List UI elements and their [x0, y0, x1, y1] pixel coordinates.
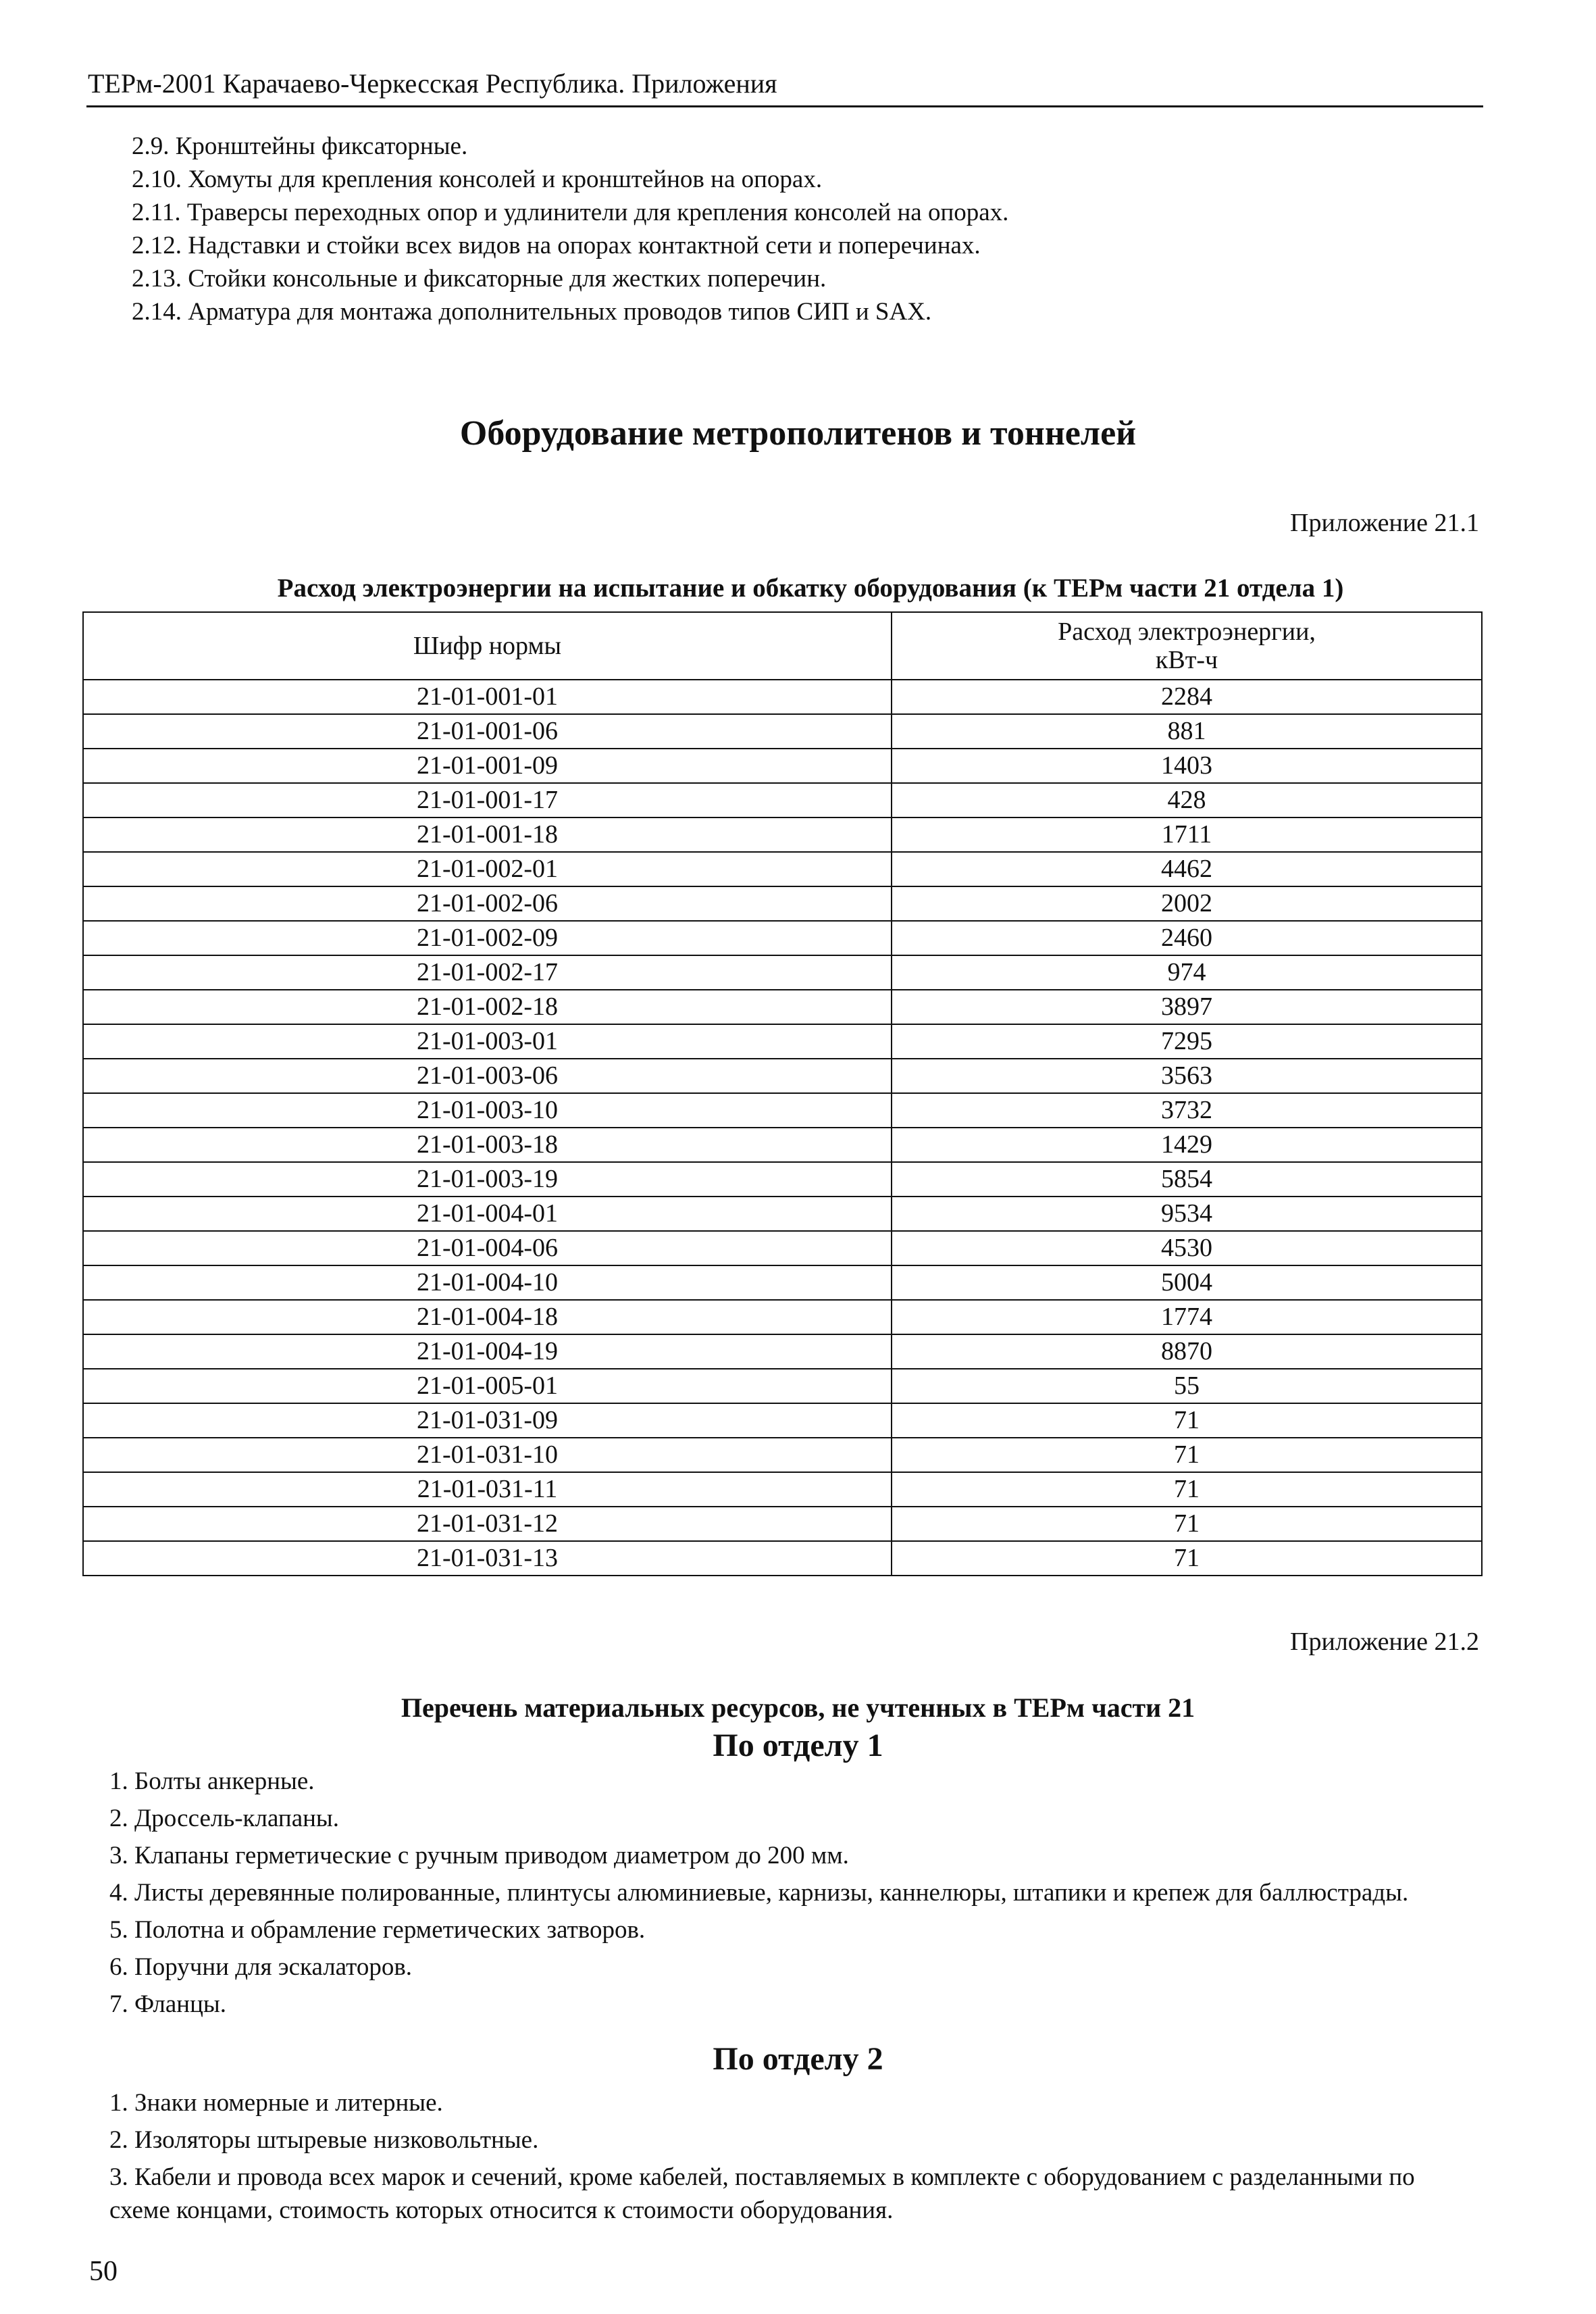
- table-row: [83, 1472, 1482, 1507]
- table-row: [83, 1162, 1482, 1197]
- energy-table: [82, 611, 1483, 1576]
- cell-norm-code: 21-01-031-10: [83, 1438, 892, 1472]
- list-item: 2.14. Арматура для монтажа дополнительных проводов типов СИП и SAX.: [132, 298, 932, 326]
- appendix-label: Приложение 21.2: [1290, 1628, 1479, 1656]
- list-item: 2.10. Хомуты для крепления консолей и кронштейнов на опорах.: [132, 166, 823, 193]
- table-row: [83, 818, 1482, 852]
- table-header-row: [83, 612, 1482, 680]
- cell-norm-code: 21-01-002-09: [83, 921, 892, 955]
- column-header-energy: [892, 612, 1482, 680]
- table-row: [83, 680, 1482, 714]
- cell-energy-value: 71: [892, 1403, 1482, 1438]
- table-row: [83, 1403, 1482, 1438]
- cell-energy-value: 9534: [892, 1197, 1482, 1231]
- section-title: Оборудование метрополитенов и тоннелей: [459, 414, 1137, 453]
- list-item: 2. Изоляторы штыревые низковольтные.: [109, 2126, 539, 2154]
- cell-norm-code: 21-01-004-18: [83, 1300, 892, 1334]
- cell-norm-code: 21-01-002-01: [83, 852, 892, 886]
- dept1-list: [109, 1765, 1481, 2025]
- cell-energy-value: 55: [892, 1369, 1482, 1403]
- table-row: [83, 1128, 1482, 1162]
- list-item: 7. Фланцы.: [109, 1990, 226, 2018]
- cell-energy-value: 4530: [892, 1231, 1482, 1265]
- cell-energy-value: 881: [892, 714, 1482, 749]
- cell-norm-code: 21-01-001-01: [83, 680, 892, 714]
- cell-energy-value: 8870: [892, 1334, 1482, 1369]
- cell-norm-code: 21-01-003-01: [83, 1024, 892, 1059]
- list-item: 2. Дроссель-клапаны.: [109, 1805, 340, 1832]
- cell-energy-value: 2284: [892, 680, 1482, 714]
- cell-energy-value: 1774: [892, 1300, 1482, 1334]
- appendix-label: Приложение 21.1: [1290, 509, 1479, 537]
- cell-norm-code: 21-01-031-11: [83, 1472, 892, 1507]
- cell-energy-value: 1403: [892, 749, 1482, 783]
- cell-norm-code: 21-01-002-17: [83, 955, 892, 990]
- table-row: [83, 1334, 1482, 1369]
- table-row: [83, 1231, 1482, 1265]
- cell-energy-value: 7295: [892, 1024, 1482, 1059]
- cell-energy-value: 5004: [892, 1265, 1482, 1300]
- cell-norm-code: 21-01-004-06: [83, 1231, 892, 1265]
- cell-energy-value: 3732: [892, 1093, 1482, 1128]
- cell-energy-value: 974: [892, 955, 1482, 990]
- page-number: 50: [89, 2256, 118, 2287]
- table-row: [83, 955, 1482, 990]
- table-title: Расход электроэнергии на испытание и обкатку оборудования (к ТЕРм части 21 отдела 1): [277, 574, 1344, 603]
- table-row: [83, 1300, 1482, 1334]
- cell-energy-value: 5854: [892, 1162, 1482, 1197]
- intro-list: [132, 130, 1008, 328]
- cell-norm-code: 21-01-005-01: [83, 1369, 892, 1403]
- cell-norm-code: 21-01-001-17: [83, 783, 892, 818]
- header-rule: [86, 105, 1483, 107]
- cell-energy-value: 2002: [892, 886, 1482, 921]
- dept2-list: [109, 2086, 1481, 2231]
- table-row: [83, 1059, 1482, 1093]
- table-row: [83, 714, 1482, 749]
- cell-norm-code: 21-01-002-18: [83, 990, 892, 1024]
- list-item: 5. Полотна и обрамление герметических затворов.: [109, 1916, 646, 1944]
- cell-norm-code: 21-01-002-06: [83, 886, 892, 921]
- table-row: [83, 1438, 1482, 1472]
- table-row: [83, 783, 1482, 818]
- cell-norm-code: 21-01-004-01: [83, 1197, 892, 1231]
- list-item: 2.9. Кронштейны фиксаторные.: [132, 132, 468, 160]
- cell-norm-code: 21-01-001-09: [83, 749, 892, 783]
- cell-norm-code: 21-01-031-13: [83, 1541, 892, 1576]
- cell-norm-code: 21-01-004-10: [83, 1265, 892, 1300]
- cell-energy-value: 428: [892, 783, 1482, 818]
- list-item: 3. Клапаны герметические с ручным приводом диаметром до 200 мм.: [109, 1842, 849, 1869]
- column-header-code: Шифр нормы: [83, 612, 892, 680]
- table-row: [83, 749, 1482, 783]
- cell-energy-value: 71: [892, 1541, 1482, 1576]
- cell-norm-code: 21-01-003-18: [83, 1128, 892, 1162]
- table-row: [83, 1265, 1482, 1300]
- table-body: [83, 680, 1482, 1576]
- list-item: 3. Кабели и провода всех марок и сечений, кроме кабелей, поставляемых в комплекте с оборудованием с разделанными по схеме концами, стоимость которых относится к стоимости оборудования.: [109, 2163, 1415, 2224]
- list-item: 2.11. Траверсы переходных опор и удлинители для крепления консолей на опорах.: [132, 199, 1009, 226]
- list-item: 4. Листы деревянные полированные, плинтусы алюминиевые, карнизы, каннелюры, штапики и крепеж для баллюстрады.: [109, 1879, 1409, 1907]
- list-item: 2.13. Стойки консольные и фиксаторные для жестких поперечин.: [132, 265, 827, 293]
- column-header-energy-line1: Расход электроэнергии,: [1058, 618, 1316, 646]
- table-row: [83, 1093, 1482, 1128]
- cell-energy-value: 71: [892, 1472, 1482, 1507]
- list-title: Перечень материальных ресурсов, не учтенных в ТЕРм части 21: [401, 1692, 1195, 1723]
- column-header-energy-line2: кВт-ч: [1155, 646, 1218, 674]
- table-row: [83, 1507, 1482, 1541]
- list-item: 1. Знаки номерные и литерные.: [109, 2089, 443, 2117]
- dept2-title: По отделу 2: [713, 2041, 883, 2077]
- dept1-title: По отделу 1: [713, 1728, 883, 1763]
- cell-energy-value: 3897: [892, 990, 1482, 1024]
- cell-energy-value: 71: [892, 1438, 1482, 1472]
- cell-norm-code: 21-01-031-12: [83, 1507, 892, 1541]
- cell-norm-code: 21-01-003-19: [83, 1162, 892, 1197]
- cell-norm-code: 21-01-031-09: [83, 1403, 892, 1438]
- cell-energy-value: 4462: [892, 852, 1482, 886]
- cell-energy-value: 1429: [892, 1128, 1482, 1162]
- running-header: ТЕРм-2001 Карачаево-Черкесская Республика. Приложения: [88, 68, 777, 99]
- cell-norm-code: 21-01-004-19: [83, 1334, 892, 1369]
- list-item: 1. Болты анкерные.: [109, 1767, 315, 1795]
- cell-norm-code: 21-01-001-06: [83, 714, 892, 749]
- table-row: [83, 921, 1482, 955]
- table-row: [83, 1369, 1482, 1403]
- table-row: [83, 1541, 1482, 1576]
- cell-norm-code: 21-01-001-18: [83, 818, 892, 852]
- cell-norm-code: 21-01-003-10: [83, 1093, 892, 1128]
- table-row: [83, 1024, 1482, 1059]
- table-row: [83, 1197, 1482, 1231]
- list-item: 6. Поручни для эскалаторов.: [109, 1953, 413, 1981]
- table-row: [83, 990, 1482, 1024]
- cell-energy-value: 71: [892, 1507, 1482, 1541]
- cell-energy-value: 1711: [892, 818, 1482, 852]
- cell-energy-value: 3563: [892, 1059, 1482, 1093]
- cell-norm-code: 21-01-003-06: [83, 1059, 892, 1093]
- list-item: 2.12. Надставки и стойки всех видов на опорах контактной сети и поперечинах.: [132, 232, 981, 259]
- table-row: [83, 852, 1482, 886]
- cell-energy-value: 2460: [892, 921, 1482, 955]
- table-row: [83, 886, 1482, 921]
